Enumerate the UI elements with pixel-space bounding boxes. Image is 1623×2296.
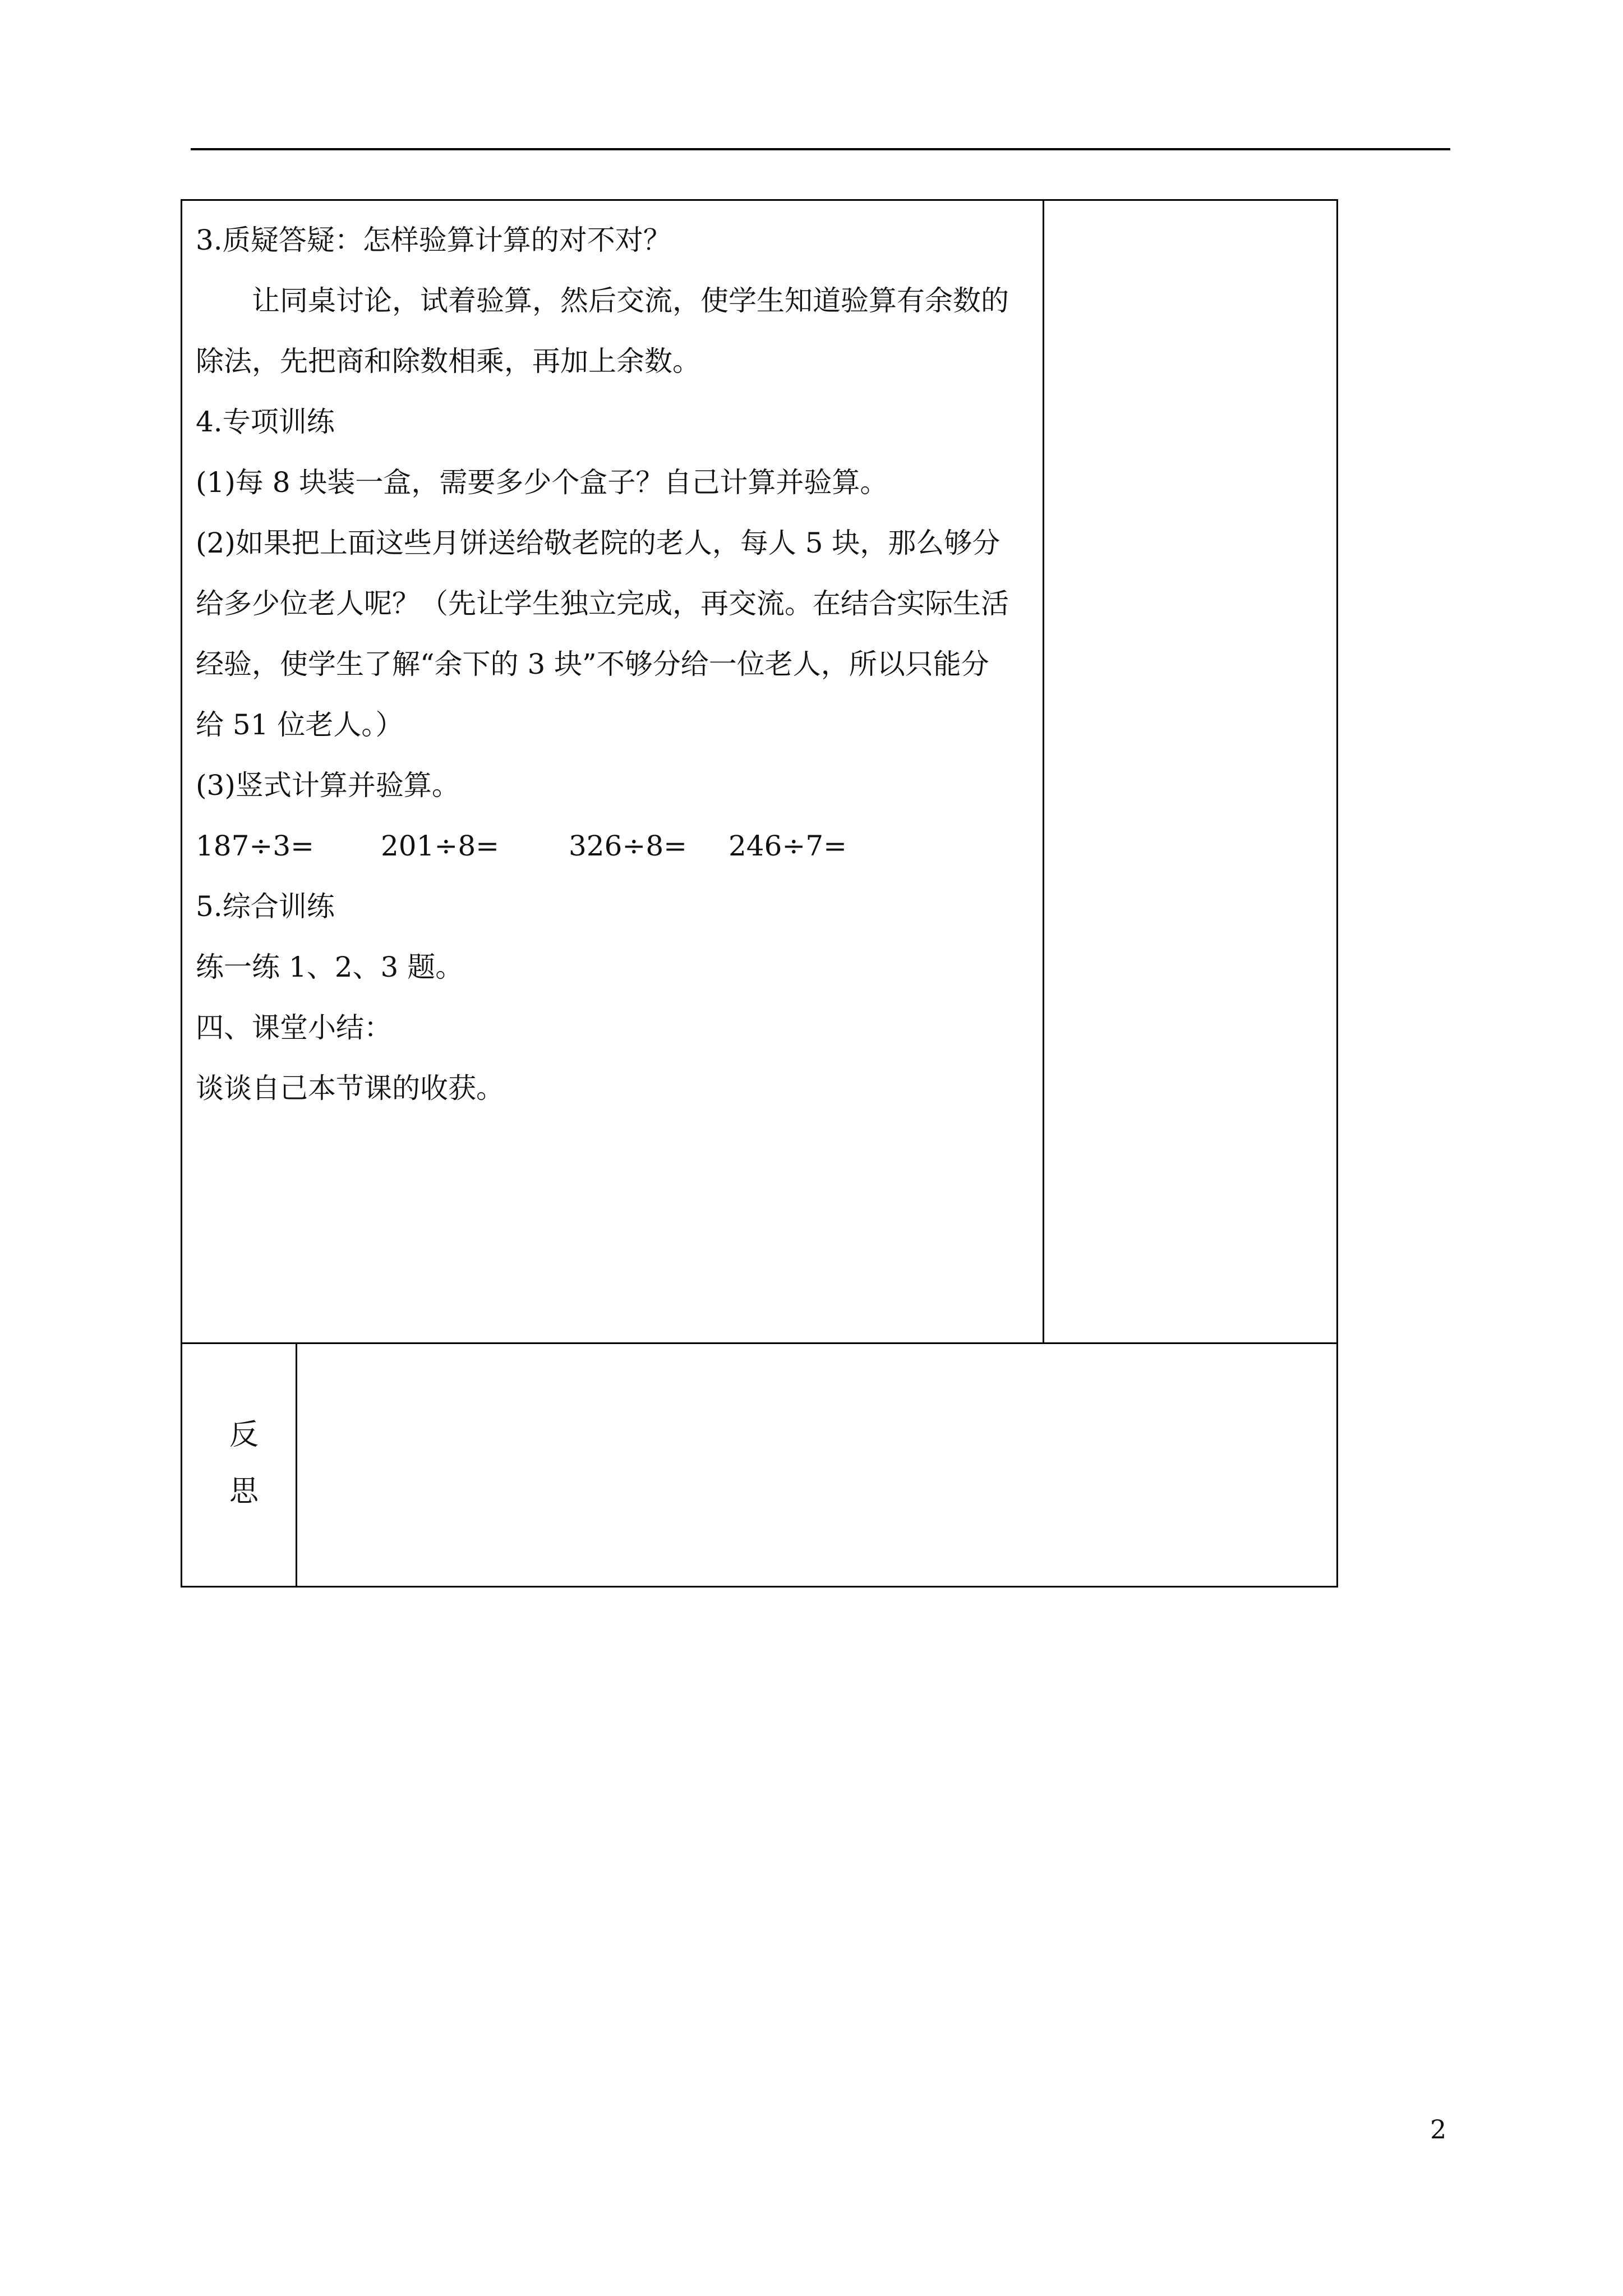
exercise-2-line: (2)如果把上面这些月饼送给敬老院的老人，每人 5 块，那么够分	[196, 527, 1000, 559]
reflection-label: 反	[229, 1418, 259, 1452]
summary-line: 谈谈自己本节课的收获。	[196, 1072, 504, 1105]
practice-line: 练一练 1、2、3 题。	[196, 951, 464, 983]
paragraph-line: 让同桌讨论，试着验算，然后交流，使学生知道验算有余数的	[252, 284, 1009, 317]
reflection-row	[182, 1344, 1336, 1586]
section-4-heading: 4.专项训练	[196, 406, 335, 438]
exercise-2-line: 经验，使学生了解“余下的 3 块”不够分给一位老人，所以只能分	[196, 648, 989, 680]
paragraph-line: 除法，先把商和除数相乘，再加上余数。	[196, 345, 700, 378]
column-divider	[296, 1344, 297, 1586]
calculation-item: 187÷3=	[196, 830, 315, 862]
exercise-1: (1)每 8 块装一盒，需要多少个盒子？自己计算并验算。	[196, 466, 888, 499]
column-divider	[1043, 201, 1044, 1342]
section-3-heading: 3.质疑答疑：怎样验算计算的对不对？	[196, 224, 671, 256]
summary-heading: 四、课堂小结：	[196, 1011, 392, 1044]
reflection-label: 思	[229, 1475, 259, 1508]
exercise-3: (3)竖式计算并验算。	[196, 769, 460, 802]
calculation-item: 326÷8=	[569, 830, 688, 862]
exercise-2-line: 给多少位老人呢？（先让学生独立完成，再交流。在结合实际生活	[196, 587, 1009, 620]
calculation-item: 246÷7=	[728, 830, 847, 862]
section-5-heading: 5.综合训练	[196, 890, 335, 923]
calculation-item: 201÷8=	[381, 830, 500, 862]
lesson-content-row	[182, 201, 1336, 1344]
header-rule	[191, 148, 1450, 150]
exercise-2-line: 给 51 位老人。）	[196, 708, 404, 741]
page-number: 2	[1430, 2114, 1447, 2145]
lesson-table	[181, 199, 1338, 1588]
